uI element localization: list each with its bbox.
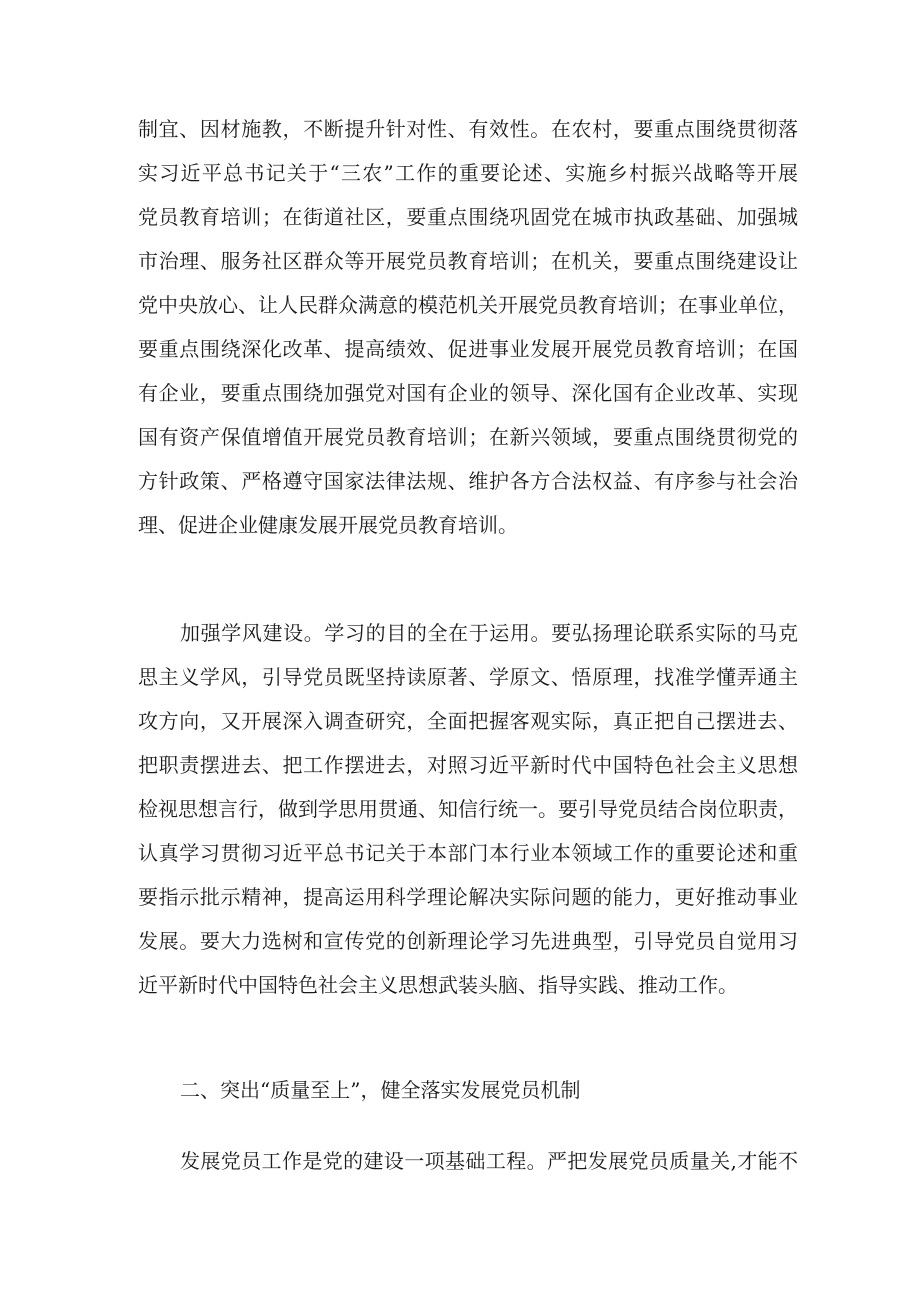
paragraph-1-line-1: 制宜、因材施教，不断提升针对性、有效性。在农村，要重点围绕贯彻落 <box>138 117 798 141</box>
paragraph-2-line-1: 加强学风建设。学习的目的全在于运用。要弘扬理论联系实际的马克 <box>180 621 798 645</box>
paragraph-1-line-9: 方针政策、严格遵守国家法律法规、维护各方合法权益、有序参与社会治 <box>138 469 798 493</box>
paragraph-2-line-8: 发展。要大力选树和宣传党的创新理论学习先进典型，引导党员自觉用习 <box>138 929 798 953</box>
paragraph-1-line-10: 理、促进企业健康发展开展党员教育培训。 <box>138 513 518 537</box>
paragraph-2-line-4: 把职责摆进去、把工作摆进去，对照习近平新时代中国特色社会主义思想 <box>138 753 798 777</box>
paragraph-2-line-6: 认真学习贯彻习近平总书记关于本部门本行业本领域工作的重要论述和重 <box>138 841 798 865</box>
paragraph-1-line-6: 要重点围绕深化改革、提高绩效、促进事业发展开展党员教育培训；在国 <box>138 337 798 361</box>
paragraph-1-line-2: 实习近平总书记关于“三农”工作的重要论述、实施乡村振兴战略等开展 <box>138 161 798 185</box>
paragraph-2-line-9: 近平新时代中国特色社会主义思想武装头脑、指导实践、推动工作。 <box>138 973 738 997</box>
paragraph-3-line-1: 发展党员工作是党的建设一项基础工程。严把发展党员质量关,才能不 <box>180 1149 798 1173</box>
paragraph-1-line-7: 有企业，要重点围绕加强党对国有企业的领导、深化国有企业改革、实现 <box>138 381 798 405</box>
paragraph-2-line-5: 检视思想言行，做到学思用贯通、知信行统一。要引导党员结合岗位职责， <box>138 797 798 821</box>
paragraph-2-line-3: 攻方向，又开展深入调查研究，全面把握客观实际，真正把自己摆进去、 <box>138 709 798 733</box>
paragraph-1-line-8: 国有资产保值增值开展党员教育培训；在新兴领域，要重点围绕贯彻党的 <box>138 425 798 449</box>
section-heading-text: 二、突出“质量至上”，健全落实发展党员机制 <box>180 1078 581 1102</box>
paragraph-1-line-4: 市治理、服务社区群众等开展党员教育培训；在机关，要重点围绕建设让 <box>138 249 798 273</box>
paragraph-1-line-5: 党中央放心、让人民群众满意的模范机关开展党员教育培训；在事业单位， <box>138 293 798 317</box>
paragraph-2-line-7: 要指示批示精神，提高运用科学理论解决实际问题的能力，更好推动事业 <box>138 885 798 909</box>
paragraph-1-line-3: 党员教育培训；在街道社区，要重点围绕巩固党在城市执政基础、加强城 <box>138 205 798 229</box>
paragraph-2-line-2: 思主义学风，引导党员既坚持读原著、学原文、悟原理，找准学懂弄通主 <box>138 665 798 689</box>
